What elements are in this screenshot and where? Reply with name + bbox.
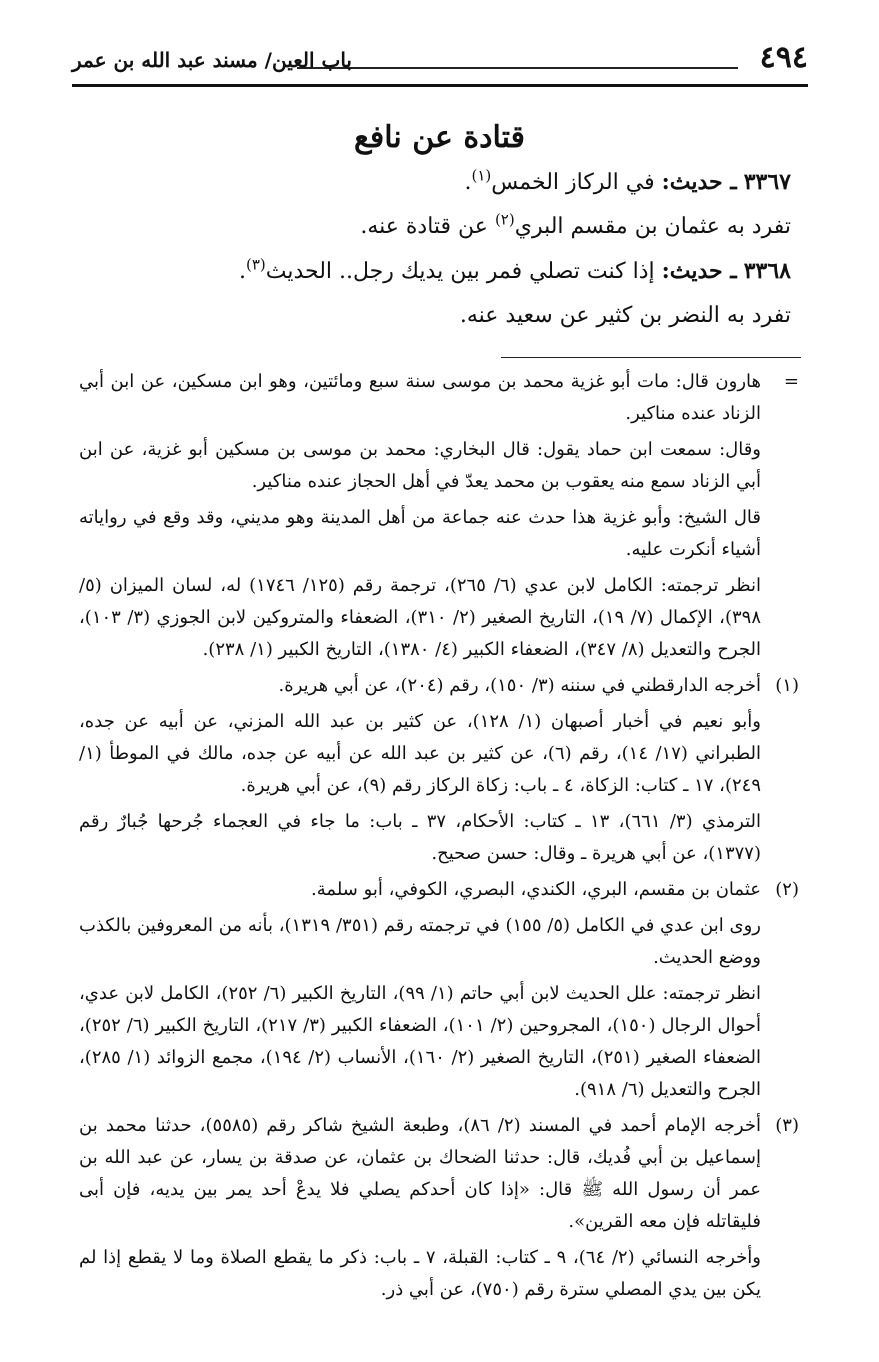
running-title: باب العين/ مسند عبد الله بن عمر <box>72 48 352 72</box>
footnote-mark: (٣) <box>775 1115 799 1136</box>
footnote-3 <box>79 1110 801 1306</box>
footnote-paragraph: وقال: سمعت ابن حماد يقول: قال البخاري: محمد بن موسى بن مسكين أبو غزية، عن ابن أبي الزناد سمع منه يعقوب بن محمد يعدّ في أهل الحجاز عنده مناكير. <box>79 439 761 492</box>
footnotes <box>79 366 801 1310</box>
hadith-text: إذا كنت تصلي فمر بين يديك رجل.. الحديث <box>265 259 655 284</box>
hadith-label: ـ حديث: <box>661 169 737 195</box>
footnote-separator <box>501 357 801 358</box>
footnote-paragraph: أخرجه الدارقطني في سننه (٣/ ١٥٠)، رقم (٢٠٤)، عن أبي هريرة. <box>278 675 761 696</box>
hadith-entry <box>80 160 791 205</box>
hadith-label: ـ حديث: <box>661 258 737 284</box>
hadith-entry <box>80 249 791 294</box>
hadith-tail: . <box>238 259 246 284</box>
header-dash-line <box>297 67 738 69</box>
footnote-mark: = <box>783 371 799 392</box>
footnote-paragraph: الترمذي (٣/ ٦٦١)، ١٣ ـ كتاب: الأحكام، ٣٧ ـ باب: ما جاء في العجماء جُرحها جُبارٌ رقم (١٣٧٧)، عن أبي هريرة ـ وقال: حسن صحيح. <box>79 811 761 864</box>
footnote-mark: (٢) <box>775 879 799 900</box>
footnote-ref: (٣) <box>245 255 266 274</box>
hadith-number: ٣٣٦٨ <box>743 258 791 284</box>
hadith-remark <box>80 205 791 249</box>
remark-text: تفرد به عثمان بن مقسم البري <box>514 214 791 239</box>
footnote-paragraph: انظر ترجمته: الكامل لابن عدي (٦/ ٢٦٥)، ترجمة رقم (١٢٥/ ١٧٤٦) له، لسان الميزان (٥/ ٣٩٨)، الإكمال (٧/ ١٩)، التاريخ الصغير (٢/ ٣١٠)، الضعفاء والمتروكين لابن الجوزي (٣/ ١٠٣)، الجرح والتعديل (٨/ ٣٤٧)، الضعفاء الكبير (٤/ ١٣٨٠)، التاريخ الكبير (١/ ٢٣٨). <box>79 575 761 660</box>
page-header <box>72 38 808 82</box>
footnote-2 <box>79 874 801 1106</box>
hadith-number: ٣٣٦٧ <box>743 169 791 195</box>
footnote-paragraph: روى ابن عدي في الكامل (٥/ ١٥٥) في ترجمته رقم (٣٥١/ ١٣١٩)، بأنه من المعروفين بالكذب ووضع الحديث. <box>79 915 761 968</box>
hadith-tail: . <box>464 170 472 195</box>
footnote-paragraph: قال الشيخ: وأبو غزية هذا حدث عنه جماعة من أهل المدينة وهو مديني، وقد وقع في رواياته أشياء أنكرت عليه. <box>79 507 761 560</box>
footnote-1 <box>79 670 801 870</box>
footnote-ref: (١) <box>471 166 492 185</box>
main-text <box>80 160 791 338</box>
remark-tail: عن قتادة عنه. <box>360 214 488 239</box>
footnote-ref: (٢) <box>494 210 515 229</box>
footnote-continuation <box>79 366 801 666</box>
footnote-paragraph: عثمان بن مقسم، البري، الكندي، البصري، الكوفي، أبو سلمة. <box>311 879 761 900</box>
page-number: ٤٩٤ <box>759 40 808 75</box>
footnote-paragraph: هارون قال: مات أبو غزية محمد بن موسى سنة سبع ومائتين، وهو ابن مسكين، عن ابن أبي الزناد عنده مناكير. <box>79 371 761 424</box>
footnote-paragraph: وأخرجه النسائي (٢/ ٦٤)، ٩ ـ كتاب: القبلة، ٧ ـ باب: ذكر ما يقطع الصلاة وما لا يقطع إذا لم يكن بين يدي المصلي سترة رقم (٧٥٠)، عن أبي ذر. <box>79 1247 761 1300</box>
footnote-mark: (١) <box>775 675 799 696</box>
hadith-text: في الركاز الخمس <box>491 170 655 195</box>
footnote-paragraph: أخرجه الإمام أحمد في المسند (٢/ ٨٦)، وطبعة الشيخ شاكر رقم (٥٥٨٥)، حدثنا محمد بن إسماعيل بن أبي فُديك، قال: حدثنا الضحاك بن عثمان، عن صدقة بن يسار، عن عبد الله بن عمر أن رسول الله ﷺ قال: «إذا كان أحدكم يصلي فلا يدعْ أحد يمر بين يديه، فإن أبى فليقاتله فإن معه القرين». <box>79 1115 762 1232</box>
footnote-paragraph: انظر ترجمته: علل الحديث لابن أبي حاتم (١/ ٩٩)، التاريخ الكبير (٦/ ٢٥٢)، الكامل لابن عدي، أحوال الرجال (١٥٠)، المجروحين (٢/ ١٠١)، الضعفاء الكبير (٣/ ٢١٧)، التاريخ الكبير (٦/ ٢٥٢)، الضعفاء الصغير (٢٥١)، التاريخ الصغير (٢/ ١٦٠)، الأنساب (٢/ ١٩٤)، مجمع الزوائد (١/ ٢٨٥)، الجرح والتعديل (٦/ ٩١٨). <box>79 983 761 1100</box>
remark-text: تفرد به النضر بن كثير عن سعيد عنه. <box>459 303 791 328</box>
footnote-paragraph: وأبو نعيم في أخبار أصبهان (١/ ١٢٨)، عن كثير بن عبد الله المزني، عن أبيه عن جده، الطبراني (١٧/ ١٤)، رقم (٦)، عن كثير بن عبد الله عن أبيه عن جده، مالك في الموطأ (١/ ٢٤٩)، ١٧ ـ كتاب: الزكاة، ٤ ـ باب: زكاة الركاز رقم (٩)، عن أبي هريرة. <box>79 711 761 796</box>
section-title: قتادة عن نافع <box>353 120 526 155</box>
hadith-remark <box>80 294 791 338</box>
header-rule <box>72 84 808 87</box>
